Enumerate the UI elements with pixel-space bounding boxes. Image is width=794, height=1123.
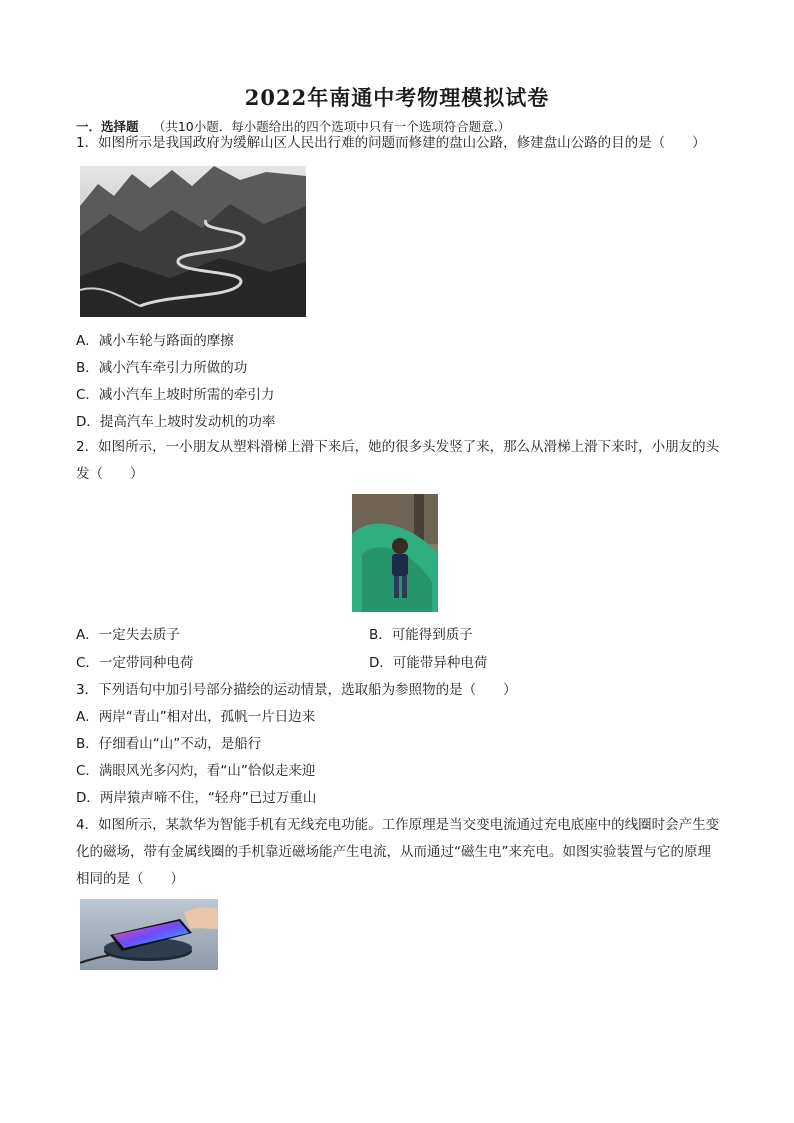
q1-option-b: B．减小汽车牵引力所做的功 [76,360,248,376]
q1-option-c: C．减小汽车上坡时所需的牵引力 [76,387,275,403]
q3-option-a: A．两岸“青山”相对出，孤帆一片日边来 [76,709,316,725]
section-note: （共10小题．每小题给出的四个选项中只有一个选项符合题意.） [152,119,511,134]
question-2-stem: 2．如图所示，一小朋友从塑料滑梯上滑下来后，她的很多头发竖了来，那么从滑梯上滑下来时，小朋友的头发（ ） [76,439,720,482]
q2-option-a: A．一定失去质子 [76,627,180,643]
q3-option-d: D．两岸猿声啼不住，“轻舟”已过万重山 [76,790,317,806]
q1-option-d: D．提高汽车上坡时发动机的功率 [76,414,276,430]
q2-option-b: B．可能得到质子 [369,627,473,643]
question-3-stem: 3．下列语句中加引号部分描绘的运动情景，选取船为参照物的是（ ） [76,682,517,698]
question-1-stem: 1．如图所示是我国政府为缓解山区人民出行难的问题而修建的盘山公路，修建盘山公路的目的是（ ） [76,135,706,151]
q3-option-c: C．满眼风光多闪灼，看“山”恰似走来迎 [76,763,316,779]
section-heading: 一．选择题 [76,119,139,134]
mountain-road-photo [80,166,306,317]
page-title: 2022年南通中考物理模拟试卷 [244,85,550,110]
q2-option-d: D．可能带异种电荷 [369,655,488,671]
q3-option-b: B．仔细看山“山”不动，是船行 [76,736,262,752]
slide-photo [352,494,438,612]
wireless-charging-photo [80,899,218,970]
q2-option-c: C．一定带同种电荷 [76,655,194,671]
question-4-stem: 4．如图所示，某款华为智能手机有无线充电功能。工作原理是当交变电流通过充电底座中的线圈时会产生变化的磁场，带有金属线圈的手机靠近磁场能产生电流，从而通过“磁生电”来充电。如图实验装置与它的原理相同的是（ ） [76,817,720,887]
q1-option-a: A．减小车轮与路面的摩擦 [76,333,234,349]
